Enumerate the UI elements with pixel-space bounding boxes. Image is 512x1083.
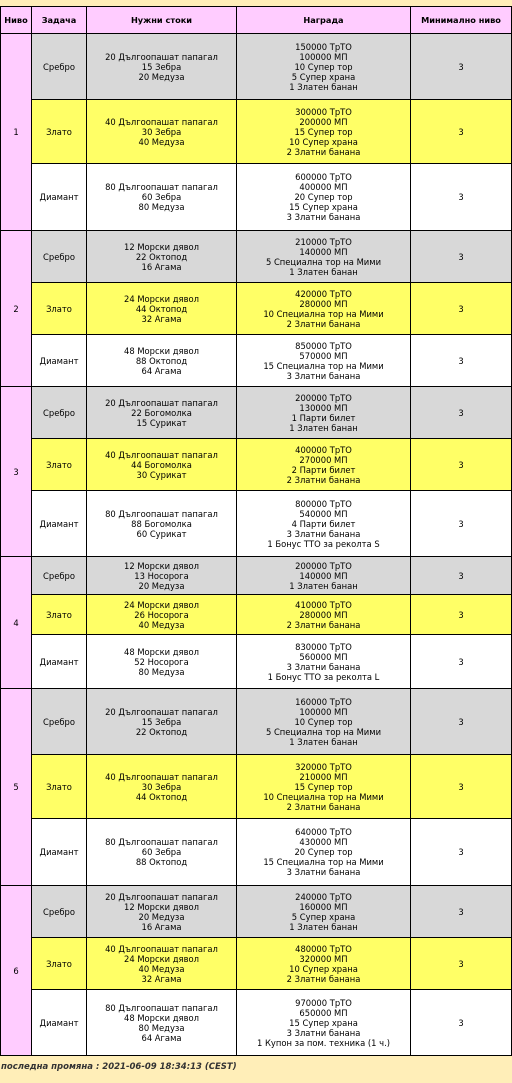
quest-table bbox=[0, 6, 512, 1056]
required-goods-cell bbox=[87, 164, 237, 231]
reward-line: 100000 МП bbox=[299, 51, 348, 62]
table-row bbox=[1, 557, 512, 595]
quest-table-body bbox=[1, 34, 512, 1056]
reward-cell bbox=[237, 231, 411, 283]
goods-line: 16 Агама bbox=[141, 921, 182, 932]
reward-line: 200000 МП bbox=[299, 116, 348, 127]
goods-line: 88 Богомолка bbox=[131, 518, 192, 529]
reward-line: 5 Специална тор на Мими bbox=[265, 256, 382, 267]
task-tier-cell: Диамант bbox=[32, 335, 87, 387]
reward-cell bbox=[237, 164, 411, 231]
goods-line: 80 Дългоопашат папагал bbox=[105, 182, 218, 192]
level-cell: 5 bbox=[1, 689, 32, 886]
reward-line: 1 Златен банан bbox=[289, 921, 358, 932]
level-cell: 4 bbox=[1, 557, 32, 689]
goods-line: 44 Октопод bbox=[135, 303, 188, 314]
goods-line: 40 Медуза bbox=[138, 619, 185, 630]
reward-cell bbox=[237, 34, 411, 100]
reward-line: 480000 ТрТО bbox=[295, 943, 352, 954]
required-goods-cell bbox=[87, 819, 237, 886]
task-tier-cell: Злато bbox=[32, 439, 87, 491]
reward-line: 2 Златни банана bbox=[286, 801, 361, 812]
reward-cell bbox=[237, 689, 411, 755]
goods-line: 32 Агама bbox=[141, 973, 182, 984]
reward-line: 20 Супер тор bbox=[294, 192, 353, 202]
goods-line: 80 Медуза bbox=[138, 666, 185, 677]
reward-line: 420000 ТрТО bbox=[295, 288, 352, 299]
required-goods-cell bbox=[87, 231, 237, 283]
goods-line: 40 Дългоопашат папагал bbox=[105, 943, 218, 954]
goods-line: 30 Зебра bbox=[141, 126, 182, 137]
goods-line: 64 Агама bbox=[141, 365, 182, 376]
goods-line: 40 Дългоопашат папагал bbox=[105, 116, 218, 127]
goods-line: 80 Дългоопашат папагал bbox=[105, 508, 218, 519]
goods-line: 44 Богомолка bbox=[131, 459, 192, 470]
goods-line: 22 Октопод bbox=[135, 726, 188, 737]
task-tier-cell: Злато bbox=[32, 938, 87, 990]
last-modified-note: последна промяна : 2021-06-09 18:34:13 (CEST) bbox=[1, 1062, 237, 1072]
reward-line: 970000 ТрТО bbox=[295, 997, 352, 1008]
goods-line: 24 Морски дявол bbox=[124, 953, 199, 964]
min-level-cell: 3 bbox=[411, 491, 512, 557]
required-goods-cell bbox=[87, 387, 237, 439]
min-level-cell: 3 bbox=[411, 439, 512, 491]
reward-line: 1 Златен банан bbox=[289, 266, 358, 277]
reward-line: 640000 ТрТО bbox=[295, 827, 352, 837]
goods-line: 12 Морски дявол bbox=[124, 241, 199, 252]
min-level-cell: 3 bbox=[411, 755, 512, 819]
goods-line: 20 Дългоопашат папагал bbox=[105, 706, 218, 717]
reward-line: 2 Златни банана bbox=[286, 973, 361, 984]
reward-line: 850000 ТрТО bbox=[295, 340, 352, 351]
table-row bbox=[1, 755, 512, 819]
required-goods-cell bbox=[87, 755, 237, 819]
table-row bbox=[1, 387, 512, 439]
reward-cell bbox=[237, 938, 411, 990]
reward-line: 5 Супер храна bbox=[291, 71, 356, 82]
required-goods-cell bbox=[87, 491, 237, 557]
reward-line: 240000 ТрТО bbox=[295, 891, 352, 902]
required-goods-cell bbox=[87, 283, 237, 335]
reward-line: 140000 МП bbox=[299, 570, 348, 581]
goods-line: 52 Носорога bbox=[134, 656, 189, 667]
goods-line: 15 Зебра bbox=[141, 716, 182, 727]
reward-line: 280000 МП bbox=[299, 298, 348, 309]
goods-line: 20 Медуза bbox=[138, 580, 185, 591]
min-level-cell: 3 bbox=[411, 387, 512, 439]
level-cell: 3 bbox=[1, 387, 32, 557]
required-goods-cell bbox=[87, 100, 237, 164]
goods-line: 15 Сурикат bbox=[136, 417, 187, 428]
task-tier-cell: Сребро bbox=[32, 557, 87, 595]
reward-cell bbox=[237, 990, 411, 1056]
required-goods-cell bbox=[87, 938, 237, 990]
goods-line: 64 Агама bbox=[141, 1032, 182, 1043]
reward-cell bbox=[237, 439, 411, 491]
reward-line: 300000 ТрТО bbox=[295, 106, 352, 117]
reward-line: 280000 МП bbox=[299, 609, 348, 620]
level-cell: 2 bbox=[1, 231, 32, 387]
reward-line: 600000 ТрТО bbox=[295, 172, 352, 182]
reward-line: 15 Супер тор bbox=[294, 781, 353, 792]
table-row bbox=[1, 689, 512, 755]
goods-line: 24 Морски дявол bbox=[124, 599, 199, 610]
reward-line: 140000 МП bbox=[299, 246, 348, 257]
table-row bbox=[1, 491, 512, 557]
table-row bbox=[1, 34, 512, 100]
goods-line: 20 Медуза bbox=[138, 911, 185, 922]
reward-line: 1 Парти билет bbox=[291, 412, 356, 423]
reward-line: 10 Супер храна bbox=[289, 136, 358, 147]
reward-line: 130000 МП bbox=[299, 402, 348, 413]
task-tier-cell: Сребро bbox=[32, 387, 87, 439]
goods-line: 13 Носорога bbox=[134, 570, 189, 581]
min-level-cell: 3 bbox=[411, 886, 512, 938]
reward-line: 10 Супер тор bbox=[294, 716, 353, 727]
task-tier-cell: Диамант bbox=[32, 990, 87, 1056]
min-level-cell: 3 bbox=[411, 819, 512, 886]
reward-line: 3 Златни банана bbox=[286, 1027, 361, 1038]
reward-line: 2 Парти билет bbox=[291, 464, 356, 475]
table-row bbox=[1, 819, 512, 886]
table-row bbox=[1, 439, 512, 491]
goods-line: 88 Октопод bbox=[135, 857, 188, 867]
table-row bbox=[1, 938, 512, 990]
goods-line: 30 Сурикат bbox=[136, 469, 187, 480]
table-row bbox=[1, 100, 512, 164]
required-goods-cell bbox=[87, 34, 237, 100]
min-level-cell: 3 bbox=[411, 100, 512, 164]
min-level-cell: 3 bbox=[411, 595, 512, 635]
reward-line: 3 Златни банана bbox=[286, 528, 361, 539]
reward-line: 1 Купон за пом. техника (1 ч.) bbox=[256, 1037, 390, 1048]
reward-line: 200000 ТрТО bbox=[295, 392, 352, 403]
goods-line: 20 Дългоопашат папагал bbox=[105, 51, 218, 62]
goods-line: 60 Зебра bbox=[141, 847, 182, 857]
min-level-cell: 3 bbox=[411, 34, 512, 100]
goods-line: 12 Морски дявол bbox=[124, 901, 199, 912]
task-tier-cell: Сребро bbox=[32, 34, 87, 100]
reward-line: 3 Златни банана bbox=[286, 661, 361, 672]
reward-line: 1 Бонус ТТО за реколта S bbox=[267, 538, 380, 549]
reward-line: 3 Златни банана bbox=[286, 212, 361, 222]
reward-line: 2 Златни банана bbox=[286, 146, 361, 157]
required-goods-cell bbox=[87, 595, 237, 635]
goods-line: 40 Дългоопашат папагал bbox=[105, 771, 218, 782]
reward-line: 800000 ТрТО bbox=[295, 498, 352, 509]
task-tier-cell: Сребро bbox=[32, 231, 87, 283]
level-cell: 6 bbox=[1, 886, 32, 1056]
min-level-cell: 3 bbox=[411, 635, 512, 689]
reward-line: 2 Златни банана bbox=[286, 474, 361, 485]
goods-line: 15 Зебра bbox=[141, 61, 182, 72]
goods-line: 32 Агама bbox=[141, 313, 182, 324]
goods-line: 26 Носорога bbox=[134, 609, 189, 620]
goods-line: 48 Морски дявол bbox=[124, 1012, 199, 1023]
reward-line: 15 Специална тор на Мими bbox=[263, 857, 384, 867]
min-level-cell: 3 bbox=[411, 557, 512, 595]
min-level-cell: 3 bbox=[411, 231, 512, 283]
reward-line: 320000 ТрТО bbox=[295, 761, 352, 772]
reward-line: 400000 ТрТО bbox=[295, 444, 352, 455]
reward-line: 160000 ТрТО bbox=[295, 696, 352, 707]
reward-line: 1 Бонус ТТО за реколта L bbox=[267, 671, 380, 682]
task-tier-cell: Диамант bbox=[32, 635, 87, 689]
reward-line: 2 Златни банана bbox=[286, 619, 361, 630]
reward-line: 10 Специална тор на Мими bbox=[263, 791, 384, 802]
reward-line: 20 Супер тор bbox=[294, 847, 353, 857]
reward-line: 210000 ТрТО bbox=[295, 236, 352, 247]
required-goods-cell bbox=[87, 635, 237, 689]
task-tier-cell: Диамант bbox=[32, 164, 87, 231]
goods-line: 30 Зебра bbox=[141, 781, 182, 792]
reward-line: 3 Златни банана bbox=[286, 867, 361, 877]
required-goods-cell bbox=[87, 557, 237, 595]
reward-line: 540000 МП bbox=[299, 508, 348, 519]
goods-line: 22 Октопод bbox=[135, 251, 188, 262]
required-goods-cell bbox=[87, 439, 237, 491]
reward-line: 560000 МП bbox=[299, 651, 348, 662]
reward-line: 10 Специална тор на Мими bbox=[263, 308, 384, 319]
goods-line: 60 Зебра bbox=[141, 192, 182, 202]
table-row bbox=[1, 886, 512, 938]
min-level-cell: 3 bbox=[411, 283, 512, 335]
reward-line: 150000 ТрТО bbox=[295, 41, 352, 52]
min-level-cell: 3 bbox=[411, 938, 512, 990]
goods-line: 22 Богомолка bbox=[131, 407, 192, 418]
reward-line: 1 Златен банан bbox=[289, 422, 358, 433]
reward-cell bbox=[237, 283, 411, 335]
reward-line: 15 Супер храна bbox=[289, 202, 358, 212]
required-goods-cell bbox=[87, 990, 237, 1056]
reward-line: 830000 ТрТО bbox=[295, 641, 352, 652]
reward-line: 2 Златни банана bbox=[286, 318, 361, 329]
task-tier-cell: Злато bbox=[32, 100, 87, 164]
min-level-cell: 3 bbox=[411, 335, 512, 387]
goods-line: 80 Дългоопашат папагал bbox=[105, 1002, 218, 1013]
goods-line: 20 Дългоопашат папагал bbox=[105, 397, 218, 408]
reward-line: 400000 МП bbox=[299, 182, 348, 192]
reward-line: 320000 МП bbox=[299, 953, 348, 964]
reward-line: 10 Супер храна bbox=[289, 963, 358, 974]
header-level: Ниво bbox=[1, 7, 32, 34]
level-cell: 1 bbox=[1, 34, 32, 231]
goods-line: 60 Сурикат bbox=[136, 528, 187, 539]
reward-line: 570000 МП bbox=[299, 350, 348, 361]
goods-line: 44 Октопод bbox=[135, 791, 188, 802]
reward-cell bbox=[237, 557, 411, 595]
header-task: Задача bbox=[32, 7, 87, 34]
reward-line: 1 Златен банан bbox=[289, 81, 358, 92]
goods-line: 80 Медуза bbox=[138, 202, 185, 212]
reward-line: 270000 МП bbox=[299, 454, 348, 465]
table-row bbox=[1, 283, 512, 335]
reward-cell bbox=[237, 635, 411, 689]
goods-line: 48 Морски дявол bbox=[124, 646, 199, 657]
reward-cell bbox=[237, 595, 411, 635]
table-row bbox=[1, 164, 512, 231]
task-tier-cell: Злато bbox=[32, 595, 87, 635]
reward-line: 210000 МП bbox=[299, 771, 348, 782]
header-reward: Награда bbox=[237, 7, 411, 34]
table-row bbox=[1, 335, 512, 387]
required-goods-cell bbox=[87, 689, 237, 755]
reward-line: 5 Супер храна bbox=[291, 911, 356, 922]
goods-line: 12 Морски дявол bbox=[124, 560, 199, 571]
task-tier-cell: Злато bbox=[32, 755, 87, 819]
task-tier-cell: Сребро bbox=[32, 886, 87, 938]
goods-line: 24 Морски дявол bbox=[124, 293, 199, 304]
table-row bbox=[1, 635, 512, 689]
reward-line: 5 Специална тор на Мими bbox=[265, 726, 382, 737]
table-row bbox=[1, 231, 512, 283]
header-goods: Нужни стоки bbox=[87, 7, 237, 34]
task-tier-cell: Злато bbox=[32, 283, 87, 335]
goods-line: 88 Октопод bbox=[135, 355, 188, 366]
reward-line: 4 Парти билет bbox=[291, 518, 356, 529]
reward-cell bbox=[237, 491, 411, 557]
goods-line: 80 Медуза bbox=[138, 1022, 185, 1033]
goods-line: 80 Дългоопашат папагал bbox=[105, 837, 218, 847]
table-row bbox=[1, 595, 512, 635]
reward-cell bbox=[237, 755, 411, 819]
reward-line: 200000 ТрТО bbox=[295, 560, 352, 571]
reward-cell bbox=[237, 819, 411, 886]
reward-line: 160000 МП bbox=[299, 901, 348, 912]
reward-line: 10 Супер тор bbox=[294, 61, 353, 72]
reward-line: 430000 МП bbox=[299, 837, 348, 847]
header-row bbox=[1, 7, 512, 34]
task-tier-cell: Диамант bbox=[32, 491, 87, 557]
goods-line: 40 Дългоопашат папагал bbox=[105, 449, 218, 460]
goods-line: 20 Медуза bbox=[138, 71, 185, 82]
reward-line: 15 Супер тор bbox=[294, 126, 353, 137]
reward-cell bbox=[237, 335, 411, 387]
goods-line: 16 Агама bbox=[141, 261, 182, 272]
min-level-cell: 3 bbox=[411, 689, 512, 755]
goods-line: 20 Дългоопашат папагал bbox=[105, 891, 218, 902]
required-goods-cell bbox=[87, 886, 237, 938]
reward-cell bbox=[237, 100, 411, 164]
reward-line: 1 Златен банан bbox=[289, 736, 358, 747]
required-goods-cell bbox=[87, 335, 237, 387]
table-row bbox=[1, 990, 512, 1056]
reward-line: 15 Супер храна bbox=[289, 1017, 358, 1028]
min-level-cell: 3 bbox=[411, 164, 512, 231]
min-level-cell: 3 bbox=[411, 990, 512, 1056]
reward-line: 15 Специална тор на Мими bbox=[263, 360, 384, 371]
reward-line: 1 Златен банан bbox=[289, 580, 358, 591]
reward-line: 3 Златни банана bbox=[286, 370, 361, 381]
reward-line: 100000 МП bbox=[299, 706, 348, 717]
reward-cell bbox=[237, 886, 411, 938]
task-tier-cell: Диамант bbox=[32, 819, 87, 886]
reward-line: 650000 МП bbox=[299, 1007, 348, 1018]
task-tier-cell: Сребро bbox=[32, 689, 87, 755]
reward-cell bbox=[237, 387, 411, 439]
goods-line: 40 Медуза bbox=[138, 136, 185, 147]
reward-line: 410000 ТрТО bbox=[295, 599, 352, 610]
header-min-level: Минимално ниво bbox=[411, 7, 512, 34]
goods-line: 40 Медуза bbox=[138, 963, 185, 974]
goods-line: 48 Морски дявол bbox=[124, 345, 199, 356]
